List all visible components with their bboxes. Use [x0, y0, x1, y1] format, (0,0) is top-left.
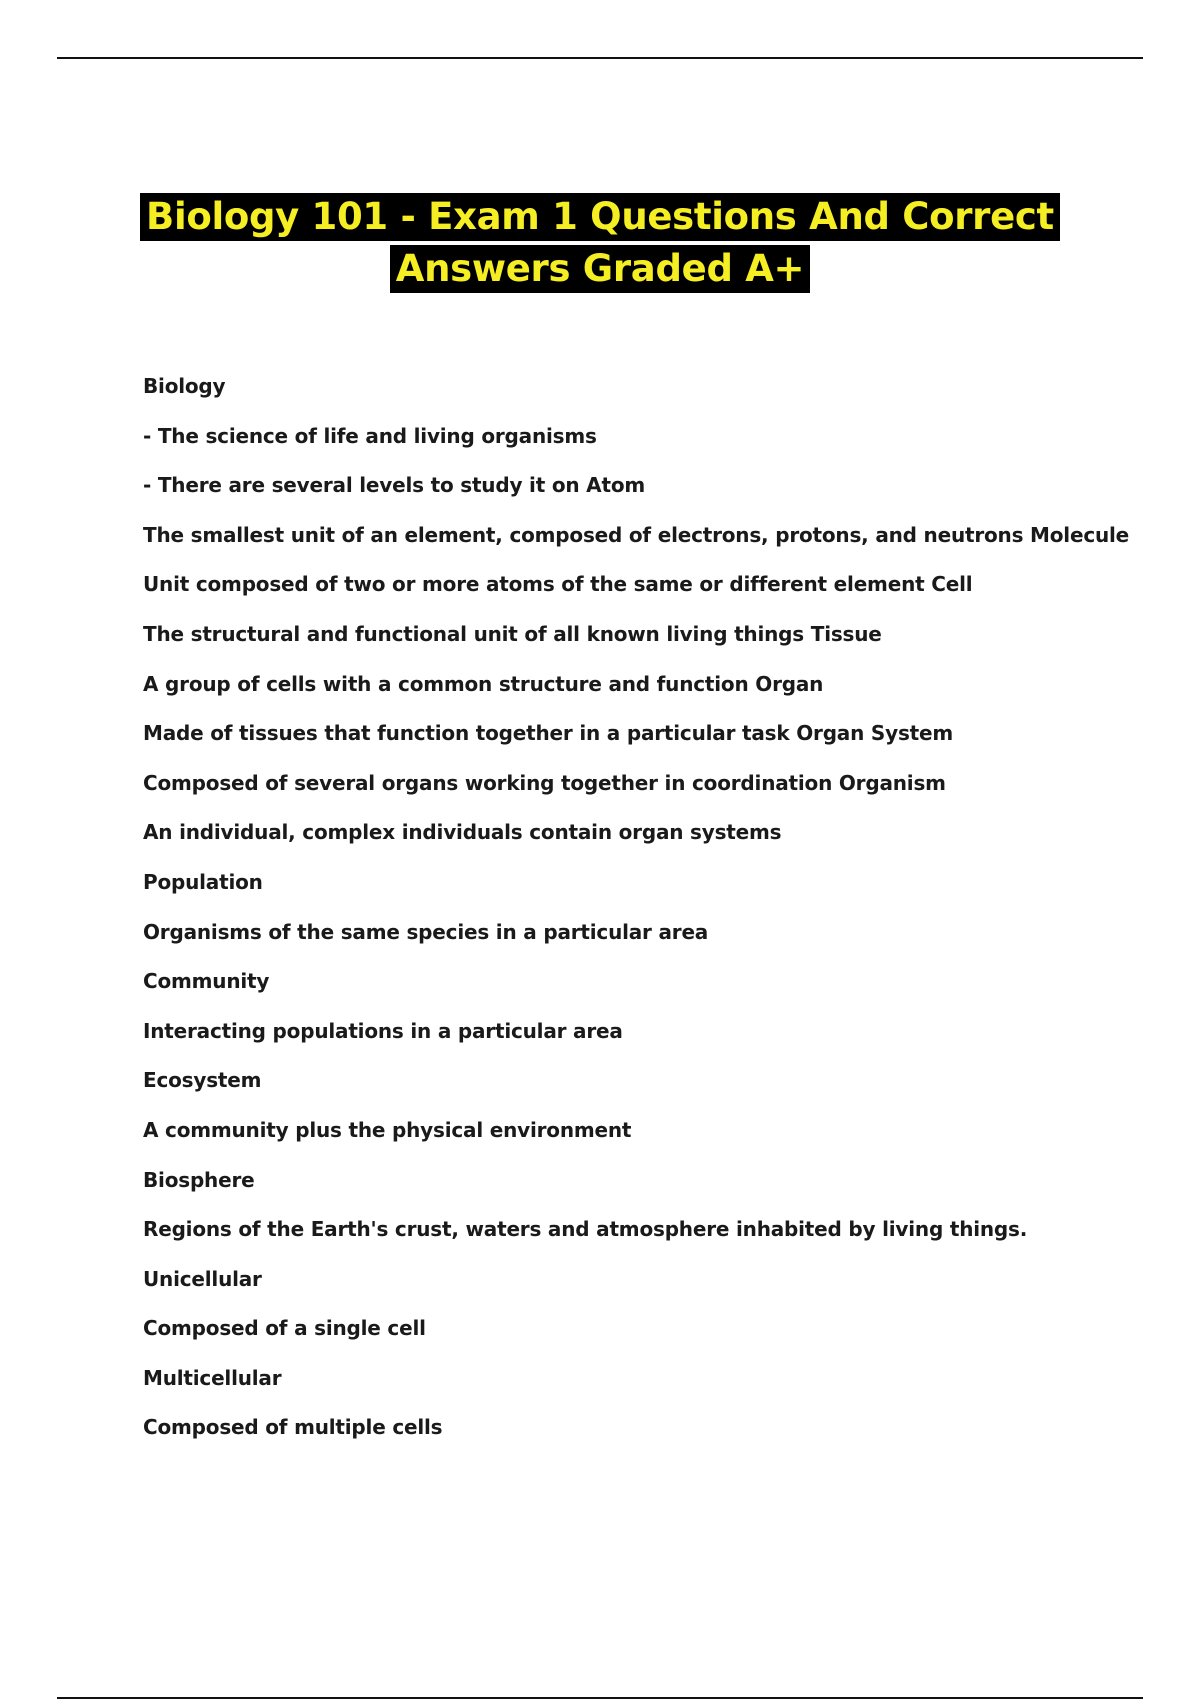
term-line: Community: [143, 969, 270, 994]
definition-line: - There are several levels to study it on Atom: [143, 473, 646, 498]
definition-line: Composed of multiple cells: [143, 1415, 443, 1440]
term-line: Unicellular: [143, 1266, 262, 1291]
term-line: Multicellular: [143, 1365, 282, 1390]
top-rule: [57, 57, 1143, 59]
definition-line: An individual, complex individuals contain organ systems: [143, 820, 782, 845]
definition-line: Made of tissues that function together in a particular task Organ System: [143, 721, 954, 746]
definition-line: Organisms of the same species in a particular area: [143, 919, 709, 944]
definition-line: - The science of life and living organisms: [143, 423, 597, 448]
definition-line: Composed of a single cell: [143, 1316, 426, 1341]
term-line: Ecosystem: [143, 1068, 262, 1093]
definition-line: The smallest unit of an element, composed of electrons, protons, and neutrons Molecule: [143, 522, 1130, 547]
term-line: Biology: [143, 374, 226, 398]
term-line: Biosphere: [143, 1167, 255, 1192]
definition-line: Regions of the Earth's crust, waters and atmosphere inhabited by living things.: [143, 1217, 1028, 1242]
definition-line: Unit composed of two or more atoms of the same or different element Cell: [143, 572, 973, 597]
title-line-2: Answers Graded A+: [390, 245, 811, 293]
definition-line: Composed of several organs working together in coordination Organism: [143, 770, 946, 795]
document-title: [0, 193, 1200, 297]
term-line: Population: [143, 869, 263, 894]
title-line-1: Biology 101 - Exam 1 Questions And Correct: [140, 193, 1060, 241]
definition-line: The structural and functional unit of all known living things Tissue: [143, 621, 882, 646]
definition-line: Interacting populations in a particular area: [143, 1018, 623, 1043]
definition-line: A community plus the physical environment: [143, 1117, 632, 1142]
bottom-rule: [57, 1697, 1143, 1699]
document-body: [143, 362, 1133, 1453]
definition-line: A group of cells with a common structure and function Organ: [143, 671, 824, 696]
